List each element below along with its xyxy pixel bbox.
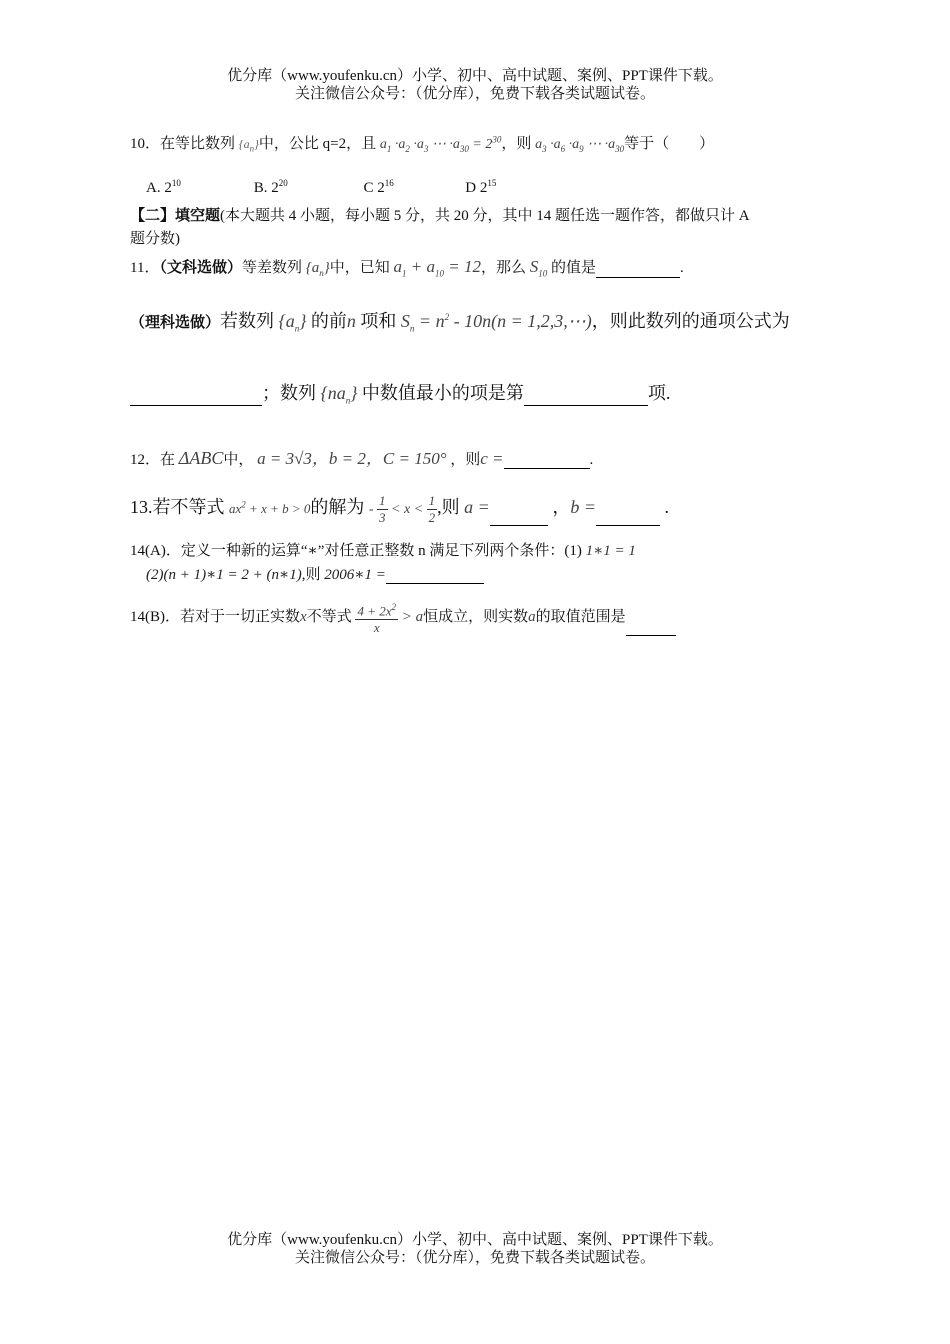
question-11-wen: 11．（文科选做）等差数列 $\{a_n\}$中，已知 $a_1 + a_{10} = 12$，那么 $S_{10}$ 的值是 .: [130, 257, 684, 279]
q11-s10: $S_{10}$: [529, 257, 548, 279]
q14a-line2: (2)(n + 1)∗1 = 2 + (n∗1),则 2006∗1 =: [146, 563, 484, 584]
q14b-label: 14(B)．: [130, 609, 180, 626]
section-2-heading: 【二】填空题(本大题共 4 小题，每小题 5 分，共 20 分，其中 14 题任选一题作答，都做只计 A: [130, 208, 750, 224]
question-12: 12．在 ΔABC中， a = 3√3，b = 2，C = 150° ，则c = .: [130, 448, 594, 468]
q10-product-formula: $a_1 \cdot a_2 \cdot a_3$ ⋯ $\cdot a_{30} = 2^{30}$: [379, 134, 502, 154]
header-line-1: 优分库（www.youfenku.cn）小学、初中、高中试题、案例、PPT课件下载。: [227, 68, 723, 84]
q11-number: 11．: [130, 260, 160, 276]
header-line-2: 关注微信公众号：（优分库），免费下载各类试题试卷。: [294, 86, 655, 102]
section-2-desc-line2: 题分数): [130, 231, 180, 247]
q10-number: 10．: [130, 136, 161, 152]
question-11-li-line2: ；数列 $\{na_n\}$ 中数值最小的项是第 项.: [130, 379, 670, 406]
q10-target-formula: $a_3 \cdot a_6 \cdot a_9$ ⋯ $\cdot a_{30}$: [535, 137, 625, 154]
q13-inequality: $ax^2 + x + b > 0$: [229, 499, 311, 516]
question-13: 13.若不等式 $ax^2 + x + b > 0$的解为 - $\frac{1}{3}$ < x < $\frac{1}{2}$ ,则 a = ，b = .: [130, 493, 669, 526]
question-11-li: （理科选做）若数列 $\{a_n\}$ 的前n 项和 $S_n = n^2 - 10n(n$ = 1,2,3,⋯)，则此数列的通项公式为: [130, 311, 790, 334]
q11-li-blank-1[interactable]: [130, 391, 262, 406]
question-14a: 14(A)．定义一种新的运算“∗”对任意正整数 n 满足下列两个条件：(1) 1∗1 = 1: [130, 543, 636, 559]
q12-answer-blank[interactable]: [504, 454, 590, 469]
q14a-target: 2006∗1 =: [324, 567, 386, 583]
q14a-answer-blank[interactable]: [386, 569, 484, 584]
q10-option-b: B. $2^{20}$: [253, 178, 288, 196]
q14a-label: 14(A)．: [130, 543, 181, 559]
q11-sn-formula: $S_n = n^2 - 10n(n$ = 1,2,3,⋯): [400, 311, 592, 334]
q12-number: 12．: [130, 452, 161, 468]
q14b-answer-blank[interactable]: [626, 621, 676, 636]
q10-option-a: A. $2^{10}$: [146, 178, 181, 196]
footer-line-2: 关注微信公众号：（优分库），免费下载各类试题试卷。: [294, 1250, 655, 1266]
q11-answer-blank[interactable]: [596, 263, 680, 278]
question-10: 10．在等比数列 $\{a_n\}$中，公比 q=2，且 $a_1 \cdot a_2 \cdot a_3$ ⋯ $\cdot a_{30} = 2^{30}$，则 $a_3 \cdot a_6 \cdot a_9$ ⋯ $\cdot a_{30}$等于（ ）: [130, 134, 715, 154]
q13-number: 13.: [130, 497, 153, 517]
question-14b: 14(B)．若对于一切正实数x不等式 $\frac{4 + 2x^2}{x}$ > a恒成立，则实数a的取值范围是: [130, 599, 676, 636]
q11-nan-formula: $\{na_n\}$: [320, 383, 358, 406]
q13-blank-a[interactable]: [490, 511, 548, 526]
q12-triangle: ΔABC: [178, 448, 224, 468]
star-operator-icon: ∗: [307, 543, 318, 559]
q11-li-blank-2[interactable]: [524, 391, 648, 406]
q14b-inequality: $\frac{4 + 2x^2}{x}$ > a: [355, 609, 423, 625]
footer-line-1: 优分库（www.youfenku.cn）小学、初中、高中试题、案例、PPT课件下载。: [227, 1232, 723, 1248]
q11-seq-formula: $\{a_n\}$: [305, 260, 330, 278]
q11-li-seq-formula: $\{a_n\}$: [278, 311, 307, 334]
q10-option-c: C $2^{16}$: [363, 178, 394, 196]
q14a-condition-2: (2)(n + 1)∗1 = 2 + (n∗1): [146, 567, 302, 583]
q13-solution-range: - $\frac{1}{3}$ < x < $\frac{1}{2}$: [368, 493, 436, 526]
q12-conditions: a = 3√3，b = 2，C = 150°: [257, 449, 447, 468]
q10-options: [146, 178, 496, 197]
q11-sum-formula: $a_1 + a_{10} = 12$: [393, 257, 481, 279]
q10-option-d: D $2^{15}$: [465, 178, 497, 196]
section-2-title: 填空题: [175, 208, 221, 224]
q10-seq-formula: $\{a_n\}$: [238, 137, 259, 154]
q13-blank-b[interactable]: [596, 511, 660, 526]
q14a-condition-1: 1∗1 = 1: [585, 543, 636, 559]
